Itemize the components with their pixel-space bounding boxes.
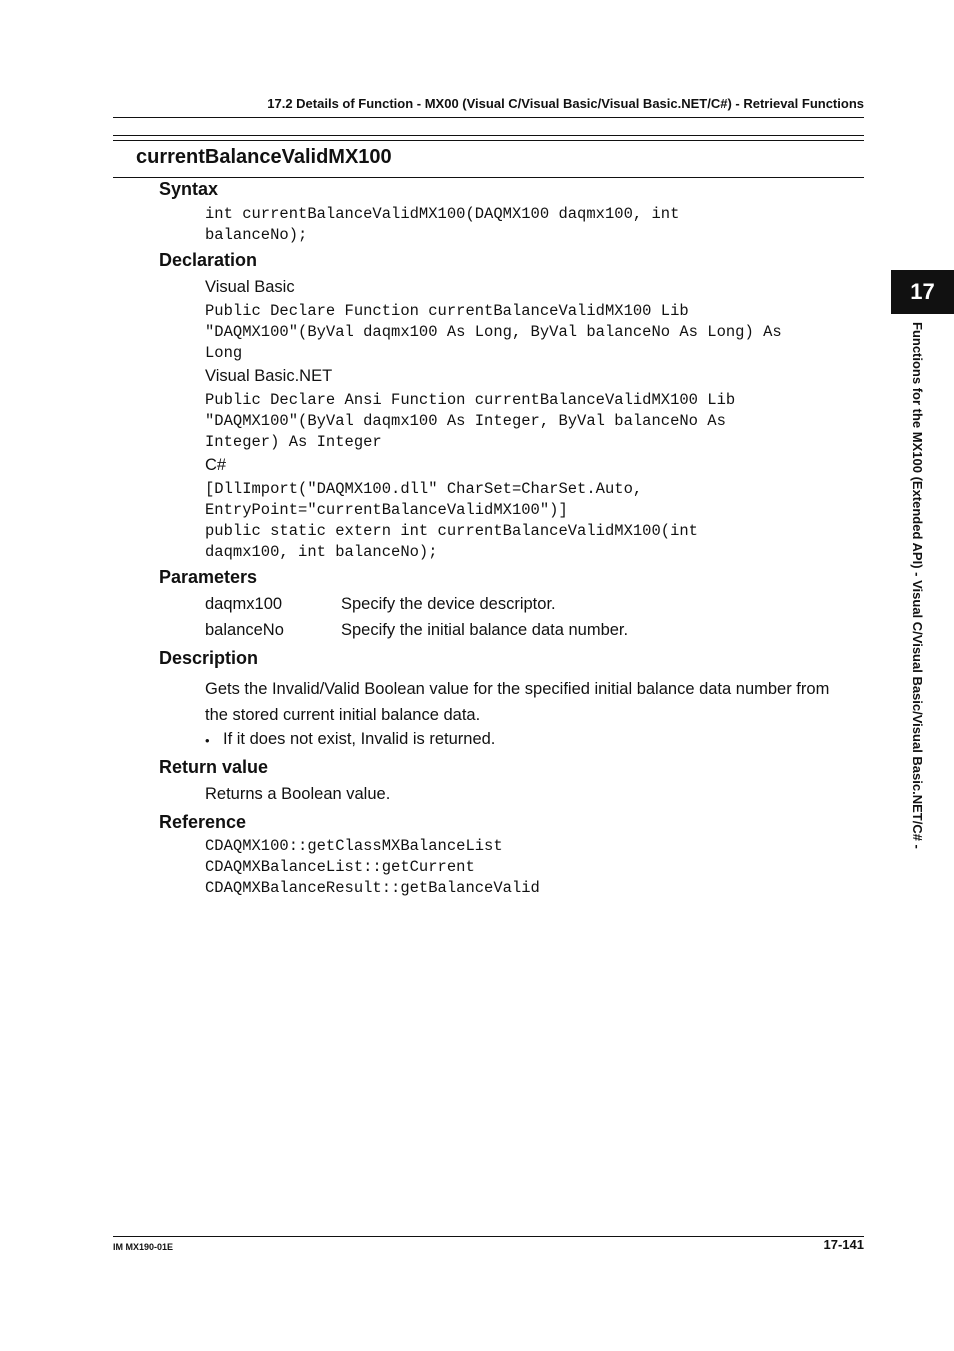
function-title: currentBalanceValidMX100 [136, 146, 392, 168]
title-rule-top [113, 135, 864, 136]
chapter-tab: 17 [891, 270, 954, 314]
vbnet-label: Visual Basic.NET [205, 367, 333, 385]
running-header: 17.2 Details of Function - MX00 (Visual C/Visual Basic/Visual Basic.NET/C#) - Retrieval Functions [267, 96, 864, 111]
bullet-mark: • [205, 733, 210, 748]
cs-code: [DllImport("DAQMX100.dll" CharSet=CharSet.Auto, EntryPoint="currentBalanceValidMX100")] public static extern int currentBalanceValidMX100(int daqmx100, int balanceNo); [205, 480, 698, 561]
description-bullet: If it does not exist, Invalid is returned. [223, 730, 496, 748]
param-name: daqmx100 [205, 595, 283, 613]
return-value-text: Returns a Boolean value. [205, 785, 391, 803]
vb-code: Public Declare Function currentBalanceValidMX100 Lib "DAQMX100"(ByVal daqmx100 As Long, ByVal balanceNo As Long) As Long [205, 302, 782, 362]
description-heading: Description [159, 648, 259, 668]
title-rule-bottom [113, 140, 864, 141]
footer-doc-id: IM MX190-01E [113, 1242, 174, 1252]
declaration-heading: Declaration [159, 250, 258, 270]
header-rule [113, 117, 864, 118]
reference-code: CDAQMX100::getClassMXBalanceList CDAQMXBalanceList::getCurrent CDAQMXBalanceResult::getBalanceValid [205, 837, 540, 897]
title-underline [113, 177, 864, 178]
vbnet-code: Public Declare Ansi Function currentBalanceValidMX100 Lib "DAQMX100"(ByVal daqmx100 As Integer, ByVal balanceNo As Integer) As Integer [205, 391, 736, 451]
description-text: Gets the Invalid/Valid Boolean value for the specified initial balance data number from the stored current initial balance data. [205, 680, 830, 724]
return-value-heading: Return value [159, 757, 269, 777]
vb-label: Visual Basic [205, 278, 295, 296]
parameters-heading: Parameters [159, 567, 258, 587]
param-name: balanceNo [205, 621, 284, 639]
footer-rule [113, 1236, 864, 1237]
param-desc: Specify the device descriptor. [341, 595, 556, 613]
syntax-code: int currentBalanceValidMX100(DAQMX100 daqmx100, int balanceNo); [205, 205, 680, 244]
syntax-heading: Syntax [159, 179, 219, 199]
cs-label: C# [205, 456, 227, 474]
reference-heading: Reference [159, 812, 247, 832]
chapter-side-title: Functions for the MX100 (Extended API) - Visual C/Visual Basic/Visual Basic.NET/C# - [910, 322, 925, 849]
footer-page-number: 17-141 [823, 1237, 864, 1252]
param-desc: Specify the initial balance data number. [341, 621, 629, 639]
